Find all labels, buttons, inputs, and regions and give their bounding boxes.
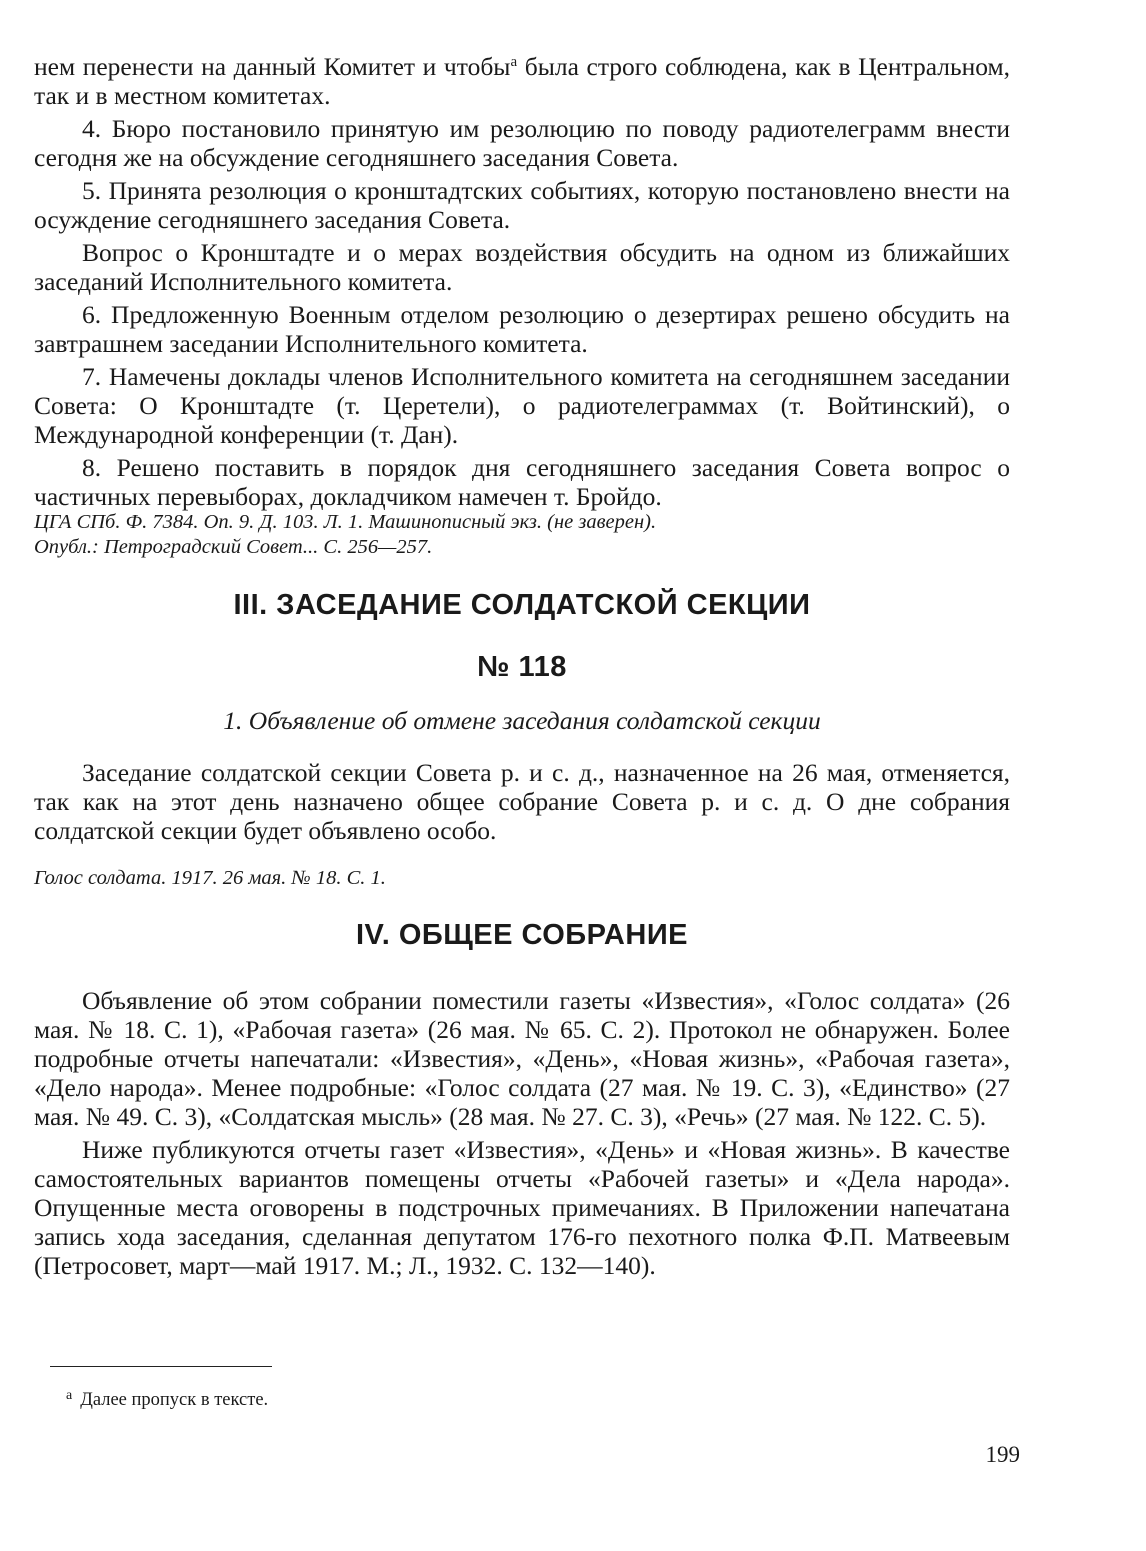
footnote-text: Далее пропуск в тексте. [80, 1390, 269, 1410]
section-heading-general-meeting: IV. ОБЩЕЕ СОБРАНИЕ [355, 919, 689, 951]
paragraph-item-5: 5. Принята резолюция о кронштадтских событиях, которую постановлено внести на осуждение сегодняшнего заседания Совета. [34, 176, 1010, 234]
paragraph-item-8: 8. Решено поставить в порядок дня сегодняшнего заседания Совета вопрос о частичных перевыборах, докладчиком намечен т. Бройдо. [34, 453, 1010, 511]
paragraph-item-6: 6. Предложенную Военным отделом резолюцию о дезертирах решено обсудить на завтрашнем заседании Исполнительного комитета. [34, 300, 1010, 358]
opening-text-block [34, 52, 1010, 515]
paragraph-item-4: 4. Бюро постановило принятую им резолюцию по поводу радиотелеграмм внести сегодня же на обсуждение сегодняшнего заседания Совета. [34, 114, 1010, 172]
paragraph-announcement: Объявление об этом собрании поместили газеты «Известия», «Голос солдата» (26 мая. № 18. С. 1), «Рабочая газета» (26 мая. № 65. С. 2). Протокол не обнаружен. Более подробные отчеты напечатали: «Известия», «День», «Новая жизнь», «Рабочая газета», «Дело народа». Менее подробные: «Голос солдата (27 мая. № 19. С. 3), «Единство» (27 мая. № 49. С. 3), «Солдатская мысль» (28 мая. № 27. С. 3), «Речь» (27 мая. № 122. С. 5). [34, 986, 1010, 1131]
page-number: 199 [985, 1442, 1020, 1467]
paragraph-publication-notes: Ниже публикуются отчеты газет «Известия», «День» и «Новая жизнь». В качестве самостоятельных вариантов помещены отчеты «Рабочей газеты» и «Дела народа». Опущенные места оговорены в подстрочных примечаниях. В Приложении напечатана запись хода заседания, сделанная депутатом 176-го пехотного полка Ф.П. Матвеевым (Петросовет, март—май 1917. М.; Л., 1932. С. 132—140). [34, 1135, 1010, 1280]
footnote-divider [50, 1366, 272, 1367]
source-line-archive: ЦГА СПб. Ф. 7384. Оп. 9. Д. 103. Л. 1. Машинописный экз. (не заверен). [34, 511, 657, 533]
source-line-publication: Опубл.: Петроградский Совет... С. 256—257. [34, 536, 433, 558]
paragraph-cancellation: Заседание солдатской секции Совета р. и с. д., назначенное на 26 мая, отменяется, так как на этот день назначено общее собрание Совета р. и с. д. О дне собрания солдатской секции будет объявлено особо. [34, 758, 1010, 845]
newspaper-source-note [34, 866, 1010, 891]
source-line-newspaper: Голос солдата. 1917. 26 мая. № 18. С. 1. [34, 867, 386, 889]
section-heading-soldiers: III. ЗАСЕДАНИЕ СОЛДАТСКОЙ СЕКЦИИ [233, 589, 811, 621]
general-meeting-text [34, 986, 1010, 1284]
document-number: № 118 [477, 651, 567, 683]
cancellation-text [34, 758, 1010, 849]
footnote [66, 1384, 268, 1412]
footnote-mark: а [66, 1388, 73, 1403]
paragraph-continuation: нем перенести на данный Комитет и чтобы$^а$ была строго соблюдена, как в Центральном, так и в местном комитетах. [34, 52, 1011, 110]
archive-source-note [34, 510, 1010, 560]
footnote-reference: а [510, 54, 518, 70]
paragraph-item-7: 7. Намечены доклады членов Исполнительного комитета на сегодняшнем заседании Совета: О Кронштадте (т. Церетели), о радиотелеграммах (т. Войтинский), о Международной конференции (т. Дан). [34, 362, 1010, 449]
document-subheading: 1. Объявление об отмене заседания солдатской секции [223, 706, 821, 735]
paragraph-kronstadt: Вопрос о Кронштадте и о мерах воздействия обсудить на одном из ближайших заседаний Исполнительного комитета. [34, 238, 1010, 296]
